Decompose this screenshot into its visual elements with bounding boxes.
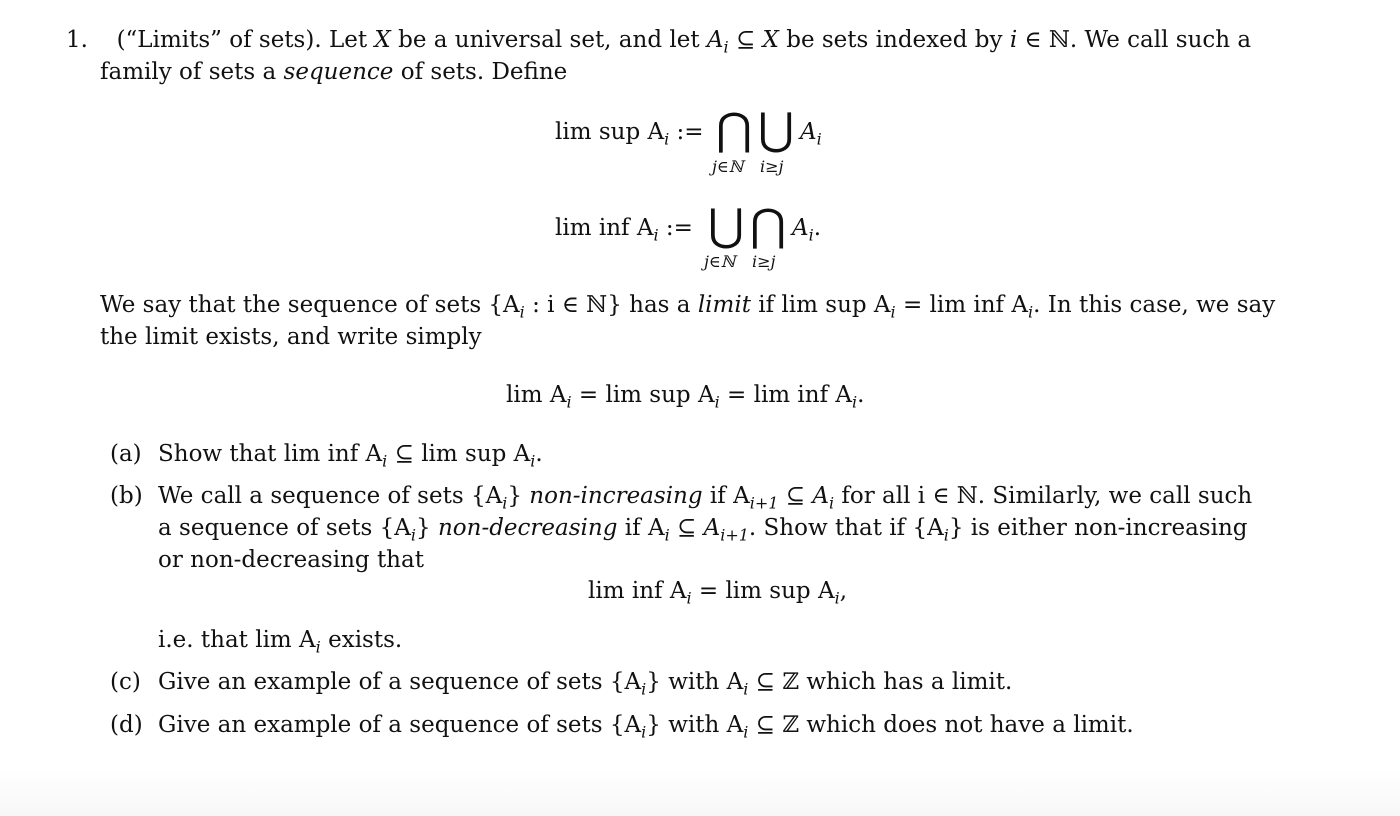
text-fragment: family of sets a bbox=[100, 59, 277, 85]
sub-i: i bbox=[653, 225, 659, 245]
intersection-operator: ⋂ bbox=[716, 104, 753, 155]
var-i-in-N: i bbox=[1009, 27, 1018, 53]
emphasis-non-increasing: non-increasing bbox=[529, 483, 703, 509]
part-d-text: Give an example of a sequence of sets $\{A_i\}$ with $A_i$ ⊆ ℤ which does not have a limit. bbox=[158, 712, 1134, 742]
text-fragment: if lim sup A bbox=[758, 292, 891, 318]
problem-number: 1. bbox=[66, 27, 88, 53]
part-b-line-1: We call a sequence of sets $\{A_i\}$ non-increasing if $A_{i+1}$ ⊆ $A_i$ for all i ∈ ℕ. Similarly, we call such bbox=[158, 483, 1253, 513]
text-fragment: = lim inf A bbox=[895, 292, 1028, 318]
part-c-text: Give an example of a sequence of sets $\{A_i\}$ with $A_i$ ⊆ ℤ which has a limit. bbox=[158, 669, 1013, 699]
limit-paragraph-line-2: the limit exists, and write simply bbox=[100, 324, 482, 350]
limsup-sub-inner: i≥j bbox=[760, 157, 784, 176]
sub-i: i bbox=[664, 129, 670, 149]
part-a-text: Show that lim inf $A_i$ ⊆ lim sup $A_i$. bbox=[158, 441, 543, 471]
liminf-sub-inner: i≥j bbox=[752, 252, 776, 271]
text-fragment: be a universal set, and let bbox=[398, 27, 700, 53]
part-b-label: (b) bbox=[110, 483, 143, 509]
union-operator: ⋃ bbox=[708, 200, 745, 251]
text-fragment: be sets indexed by bbox=[786, 27, 1003, 53]
emphasis-limit: limit bbox=[697, 292, 751, 318]
part-b-line-2: a sequence of sets $\{A_i\}$ non-decreasing if $A_i$ ⊆ $A_{i+1}$. Show that if $\{A_i\}$ is either non-increasing bbox=[158, 515, 1248, 545]
text-fragment: . In this case, we say bbox=[1033, 292, 1276, 318]
limsup-A: $A_i$ bbox=[800, 119, 822, 149]
text-fragment: We say that the sequence of sets {A bbox=[100, 292, 520, 318]
limit-paragraph-line-1: We say that the sequence of sets {$A_i$ : i ∈ ℕ} has a limit if lim sup $A_i = \lim$ inf $A_i$. In this case, we say bbox=[100, 292, 1276, 322]
var-X: X bbox=[374, 27, 391, 53]
limsup-lhs: lim sup A bbox=[555, 119, 665, 145]
problem-title: (“Limits” of sets). bbox=[116, 27, 322, 53]
part-d-label: (d) bbox=[110, 712, 143, 738]
intersection-operator: ⋂ bbox=[750, 200, 787, 251]
liminf-definition bbox=[555, 214, 693, 250]
part-b-line-3: or non-decreasing that bbox=[158, 547, 424, 573]
emphasis-sequence: sequence bbox=[283, 59, 394, 85]
part-b-equation: lim inf $A_i = \lim$ sup $A_i$, bbox=[588, 578, 847, 608]
limsup-sub-outer: j∈ℕ bbox=[712, 157, 744, 176]
problem-line-2 bbox=[100, 58, 567, 86]
liminf-sub-outer: j∈ℕ bbox=[704, 252, 736, 271]
text-fragment: of sets. Define bbox=[400, 59, 568, 85]
var-Ai: $A_i$ ⊆ X bbox=[706, 27, 779, 57]
problem-line-1: 1. (“Limits” of sets). Let X be a universal set, and let $A_i$ ⊆ X be sets indexed by i ∈ ℕ. We call such a bbox=[66, 27, 1252, 57]
liminf-lhs: lim inf A bbox=[555, 215, 654, 241]
text-fragment: Let bbox=[328, 27, 368, 53]
part-a-label: (a) bbox=[110, 441, 142, 467]
assign-symbol: := bbox=[665, 215, 693, 241]
part-b-ie: i.e. that $\lim A_i$ exists. bbox=[158, 627, 403, 657]
part-c-label: (c) bbox=[110, 669, 141, 695]
emphasis-non-decreasing: non-decreasing bbox=[437, 515, 618, 541]
text-fragment: . We call such a bbox=[1069, 27, 1252, 53]
liminf-A: $A_i$. bbox=[792, 215, 822, 245]
limsup-definition bbox=[555, 118, 704, 154]
union-operator: ⋃ bbox=[758, 104, 795, 155]
limit-display-equation: $\lim A_i = \lim$ sup $A_i = \lim$ inf $A_i$. bbox=[506, 382, 865, 412]
assign-symbol: := bbox=[676, 119, 704, 145]
text-fragment: : i ∈ ℕ} has a bbox=[532, 292, 691, 318]
